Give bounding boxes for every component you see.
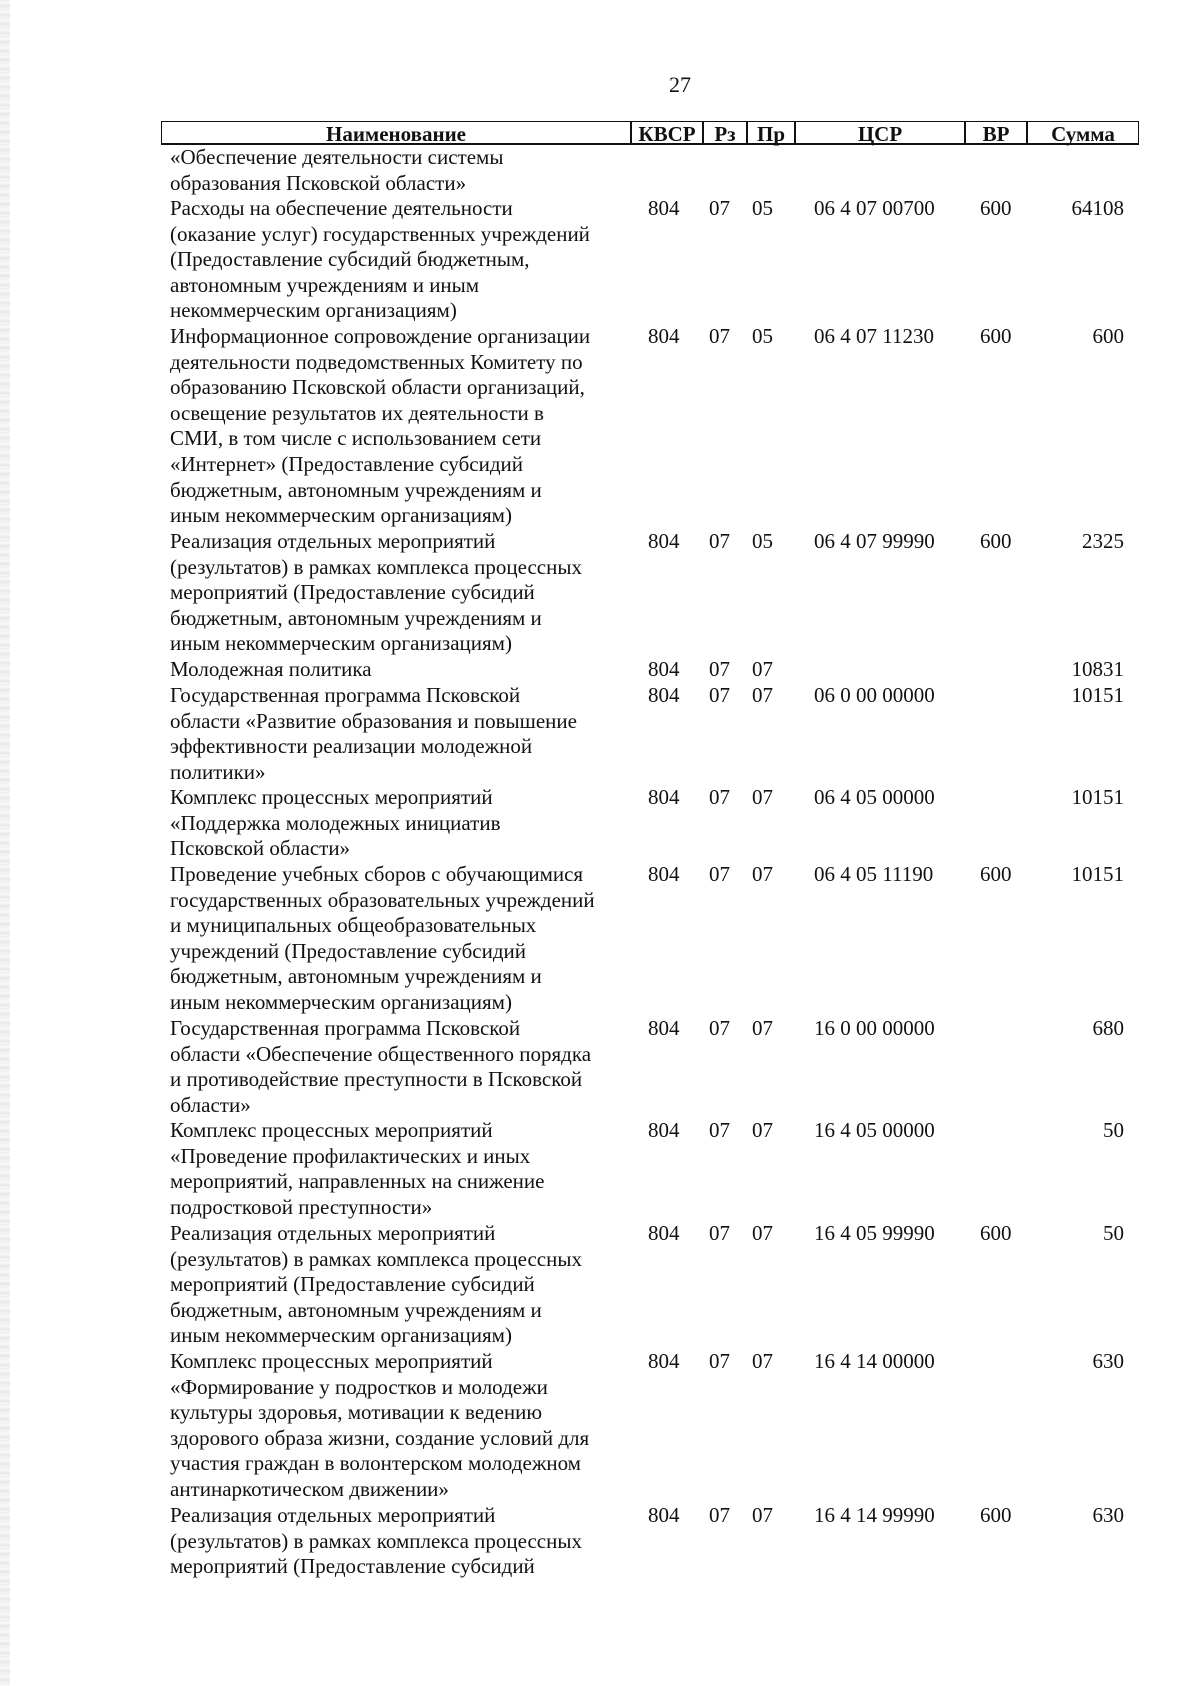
row-sum: 630 xyxy=(1092,1503,1124,1527)
row-pr: 07 xyxy=(752,657,773,681)
row-sum: 630 xyxy=(1092,1349,1124,1373)
row-name: Проведение учебных сборов с обучающимися государственных образовательных учреждений и муниципальных общеобразовательных учреждений (Предоставление субсидий бюджетным, автономным учреждениям и иным некоммерческим организациям) xyxy=(170,862,595,1014)
row-csr: 16 4 14 99990 xyxy=(814,1503,935,1527)
row-sum: 600 xyxy=(1092,324,1124,348)
row-sum: 50 xyxy=(1103,1221,1124,1245)
row-kvsr: 804 xyxy=(648,324,680,348)
table-row xyxy=(0,1118,1200,1221)
row-rz: 07 xyxy=(709,1221,730,1245)
header-kvsr: КВСР xyxy=(631,121,703,145)
row-csr: 06 4 07 99990 xyxy=(814,529,935,553)
row-csr: 16 0 00 00000 xyxy=(814,1016,935,1040)
row-name: Государственная программа Псковской области «Обеспечение общественного порядка и противодействие преступности в Псковской области» xyxy=(170,1016,592,1117)
row-vr: 600 xyxy=(980,862,1012,886)
row-rz: 07 xyxy=(709,657,730,681)
header-rz: Рз xyxy=(703,121,747,145)
row-name: Информационное сопровождение организации деятельности подведомственных Комитету по образованию Псковской области организаций, освещение результатов их деятельности в СМИ, в том числе с использованием сети «Интернет» (Предоставление субсидий бюджетным, автономным учреждениям и иным некоммерческим организациям) xyxy=(170,324,591,528)
row-kvsr: 804 xyxy=(648,1221,680,1245)
row-rz: 07 xyxy=(709,324,730,348)
row-name: Расходы на обеспечение деятельности (оказание услуг) государственных учреждений (Предоставление субсидий бюджетным, автономным учреждениям и иным некоммерческим организациям) xyxy=(170,196,590,323)
row-sum: 680 xyxy=(1092,1016,1124,1040)
row-rz: 07 xyxy=(709,196,730,220)
table-row xyxy=(0,862,1200,1016)
row-rz: 07 xyxy=(709,1118,730,1142)
table-row xyxy=(0,1221,1200,1349)
row-csr: 06 4 05 11190 xyxy=(814,862,934,886)
table-row xyxy=(0,196,1200,324)
row-csr: 06 4 07 11230 xyxy=(814,324,934,348)
row-vr: 600 xyxy=(980,1221,1012,1245)
table-row xyxy=(0,1503,1200,1580)
row-name: Реализация отдельных мероприятий (результатов) в рамках комплекса процессных мероприятий (Предоставление субсидий бюджетным, автономным учреждениям и иным некоммерческим организациям) xyxy=(170,529,582,656)
header-csr: ЦСР xyxy=(795,121,965,145)
table-row xyxy=(0,683,1200,785)
table-row xyxy=(0,1016,1200,1118)
row-vr: 600 xyxy=(980,529,1012,553)
table-row xyxy=(0,324,1200,529)
page-number: 27 xyxy=(669,72,691,97)
row-pr: 07 xyxy=(752,1118,773,1142)
row-kvsr: 804 xyxy=(648,862,680,886)
row-pr: 05 xyxy=(752,529,773,553)
row-name: Молодежная политика xyxy=(170,657,372,681)
row-rz: 07 xyxy=(709,1349,730,1373)
row-kvsr: 804 xyxy=(648,1118,680,1142)
table-row xyxy=(0,1349,1200,1503)
table-header xyxy=(161,121,1139,145)
row-pr: 07 xyxy=(752,785,773,809)
row-pr: 05 xyxy=(752,324,773,348)
row-pr: 07 xyxy=(752,1221,773,1245)
row-kvsr: 804 xyxy=(648,785,680,809)
row-csr: 16 4 05 00000 xyxy=(814,1118,935,1142)
row-pr: 07 xyxy=(752,862,773,886)
row-pr: 07 xyxy=(752,683,773,707)
row-kvsr: 804 xyxy=(648,196,680,220)
row-vr: 600 xyxy=(980,324,1012,348)
row-name: Реализация отдельных мероприятий (результатов) в рамках комплекса процессных мероприятий (Предоставление субсидий бюджетным, автономным учреждениям и иным некоммерческим организациям) xyxy=(170,1221,582,1348)
row-csr: 06 0 00 00000 xyxy=(814,683,935,707)
row-sum: 10151 xyxy=(1071,683,1124,707)
header-vr: ВР xyxy=(965,121,1027,145)
row-rz: 07 xyxy=(709,683,730,707)
table-row xyxy=(0,145,1200,196)
table-row xyxy=(0,785,1200,862)
row-pr: 07 xyxy=(752,1349,773,1373)
row-name: Комплекс процессных мероприятий «Поддержка молодежных инициатив Псковской области» xyxy=(170,785,501,861)
row-csr: 06 4 07 00700 xyxy=(814,196,935,220)
row-csr: 06 4 05 00000 xyxy=(814,785,935,809)
table-row xyxy=(0,529,1200,657)
row-rz: 07 xyxy=(709,785,730,809)
row-sum: 2325 xyxy=(1082,529,1124,553)
row-name: Комплекс процессных мероприятий «Формирование у подростков и молодежи культуры здоровья, мотивации к ведению здорового образа жизни, создание условий для участия граждан в волонтерском молодежном антинаркотическом движении» xyxy=(170,1349,590,1501)
row-kvsr: 804 xyxy=(648,1349,680,1373)
row-kvsr: 804 xyxy=(648,1016,680,1040)
row-kvsr: 804 xyxy=(648,683,680,707)
header-name: Наименование xyxy=(161,121,631,145)
header-sum: Сумма xyxy=(1027,121,1139,145)
row-name: Государственная программа Псковской области «Развитие образования и повышение эффективности реализации молодежной политики» xyxy=(170,683,577,784)
row-csr: 16 4 14 00000 xyxy=(814,1349,935,1373)
row-rz: 07 xyxy=(709,862,730,886)
table-body xyxy=(0,145,1200,1580)
row-kvsr: 804 xyxy=(648,657,680,681)
header-pr: Пр xyxy=(747,121,795,145)
row-sum: 10151 xyxy=(1071,862,1124,886)
row-rz: 07 xyxy=(709,1016,730,1040)
row-name: «Обеспечение деятельности системы образования Псковской области» xyxy=(170,145,504,195)
row-sum: 10831 xyxy=(1071,657,1124,681)
row-vr: 600 xyxy=(980,196,1012,220)
row-sum: 64108 xyxy=(1071,196,1124,220)
row-pr: 07 xyxy=(752,1503,773,1527)
row-rz: 07 xyxy=(709,1503,730,1527)
row-name: Реализация отдельных мероприятий (результатов) в рамках комплекса процессных мероприятий (Предоставление субсидий xyxy=(170,1503,582,1579)
row-sum: 10151 xyxy=(1071,785,1124,809)
row-kvsr: 804 xyxy=(648,1503,680,1527)
row-csr: 16 4 05 99990 xyxy=(814,1221,935,1245)
row-pr: 07 xyxy=(752,1016,773,1040)
row-rz: 07 xyxy=(709,529,730,553)
table-row xyxy=(0,657,1200,683)
row-kvsr: 804 xyxy=(648,529,680,553)
row-pr: 05 xyxy=(752,196,773,220)
row-name: Комплекс процессных мероприятий «Проведение профилактических и иных мероприятий, направленных на снижение подростковой преступности» xyxy=(170,1118,545,1219)
row-vr: 600 xyxy=(980,1503,1012,1527)
row-sum: 50 xyxy=(1103,1118,1124,1142)
